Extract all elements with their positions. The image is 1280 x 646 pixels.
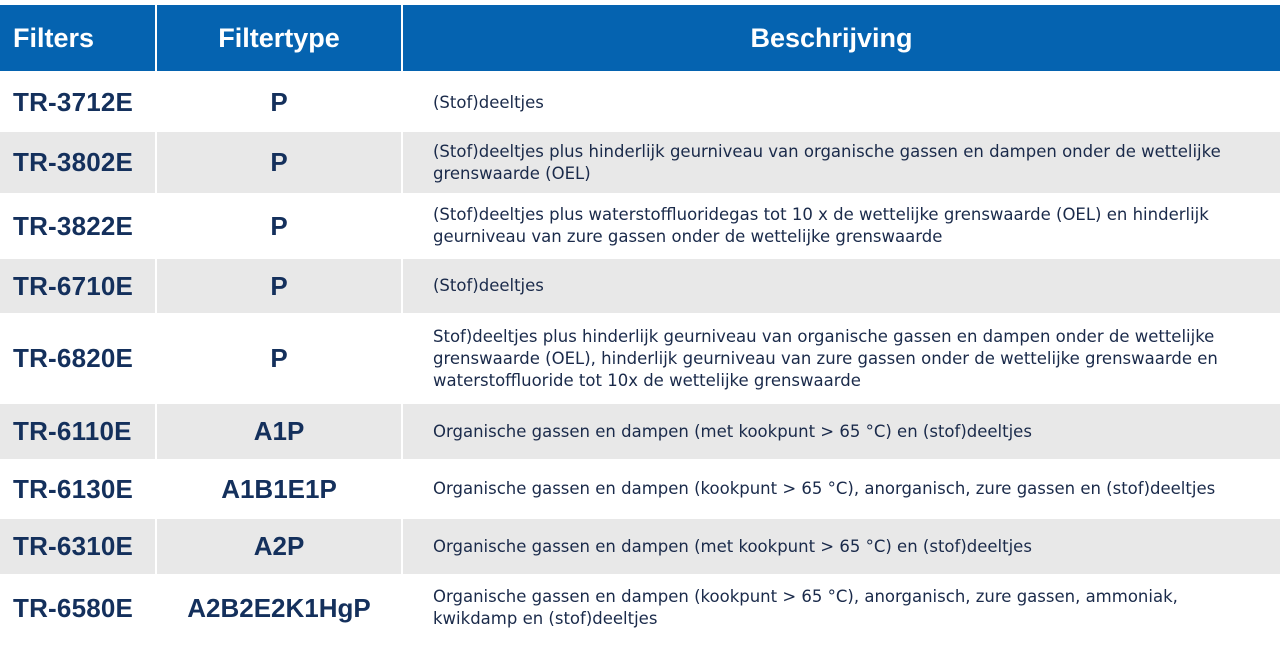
table-row (0, 402, 1280, 459)
table-row (0, 313, 1280, 402)
filter-code: TR-3712E (0, 75, 157, 130)
filter-code: TR-3822E (0, 195, 157, 257)
filter-description: Organische gassen en dampen (met kookpunt > 65 °C) en (stof)deeltjes (403, 519, 1280, 574)
table-row (0, 459, 1280, 517)
table-row (0, 130, 1280, 193)
filter-description: (Stof)deeltjes plus waterstoffluoridegas tot 10 x de wettelijke grenswaarde (OEL) en hinderlijk geurniveau van zure gassen onder de wettelijke grenswaarde (403, 195, 1280, 257)
filter-description: Organische gassen en dampen (kookpunt > 65 °C), anorganisch, zure gassen en (stof)deeltjes (403, 461, 1280, 517)
filter-description: Organische gassen en dampen (kookpunt > 65 °C), anorganisch, zure gassen, ammoniak, kwikdamp en (stof)deeltjes (403, 576, 1280, 640)
filter-description: (Stof)deeltjes (403, 259, 1280, 313)
filter-type: P (157, 315, 403, 402)
filter-code: TR-6820E (0, 315, 157, 402)
filter-description: Stof)deeltjes plus hinderlijk geurniveau van organische gassen en dampen onder de wettelijke grenswaarde (OEL), hinderlijk geurniveau van zure gassen onder de wettelijke grenswaarde en waterstoffluoride tot 10x de wettelijke grenswaarde (403, 315, 1280, 402)
filter-code: TR-6110E (0, 404, 157, 459)
filter-description: (Stof)deeltjes plus hinderlijk geurniveau van organische gassen en dampen onder de wettelijke grenswaarde (OEL) (403, 132, 1280, 193)
table-header-row (0, 3, 1280, 73)
filter-code: TR-6130E (0, 461, 157, 517)
filter-code: TR-6710E (0, 259, 157, 313)
filter-type: P (157, 132, 403, 193)
filter-type: A1P (157, 404, 403, 459)
filter-type: A1B1E1P (157, 461, 403, 517)
header-filtertype: Filtertype (157, 5, 403, 71)
table-row (0, 517, 1280, 574)
header-filters: Filters (0, 5, 157, 71)
filter-description: Organische gassen en dampen (met kookpunt > 65 °C) en (stof)deeltjes (403, 404, 1280, 459)
table-row (0, 257, 1280, 313)
filter-code: TR-6580E (0, 576, 157, 640)
filter-code: TR-6310E (0, 519, 157, 574)
header-beschrijving: Beschrijving (403, 5, 1280, 71)
filter-type: A2P (157, 519, 403, 574)
table-row (0, 574, 1280, 640)
filter-type: P (157, 259, 403, 313)
filter-description: (Stof)deeltjes (403, 75, 1280, 130)
filter-type: P (157, 195, 403, 257)
table-row (0, 193, 1280, 257)
filter-code: TR-3802E (0, 132, 157, 193)
filter-type: A2B2E2K1HgP (157, 576, 403, 640)
filter-type: P (157, 75, 403, 130)
table-row (0, 73, 1280, 130)
